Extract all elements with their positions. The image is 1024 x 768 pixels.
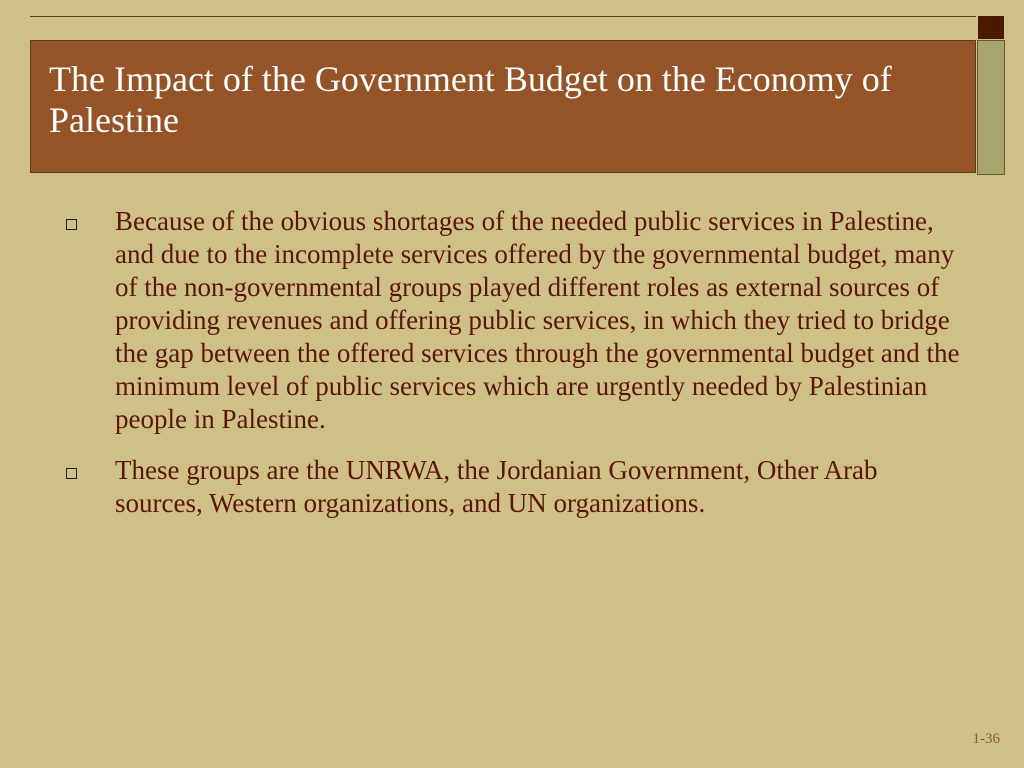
title-box — [30, 40, 976, 173]
slide-title: The Impact of the Government Budget on the Economy of Palestine — [49, 59, 892, 140]
corner-decoration-square — [978, 16, 1004, 39]
right-decoration-bar — [977, 40, 1005, 175]
bullet-item — [66, 205, 966, 436]
hollow-square-icon — [66, 219, 77, 230]
slide-number: 1-36 — [972, 731, 1000, 747]
bullet-text: Because of the obvious shortages of the needed public services in Palestine, and due to the incomplete services offered by the governmental budget, many of the non-governmental groups played different roles as external sources of providing revenues and offering public services, in which they tried to bridge the gap between the offered services through the governmental budget and the minimum level of public services which are urgently needed by Palestinian people in Palestine. — [115, 206, 960, 434]
bullet-item — [66, 454, 966, 520]
slide-content — [66, 205, 966, 538]
bullet-text: These groups are the UNRWA, the Jordanian Government, Other Arab sources, Western organizations, and UN organizations. — [115, 455, 878, 518]
hollow-square-icon — [66, 468, 77, 479]
top-divider-line — [30, 16, 976, 17]
